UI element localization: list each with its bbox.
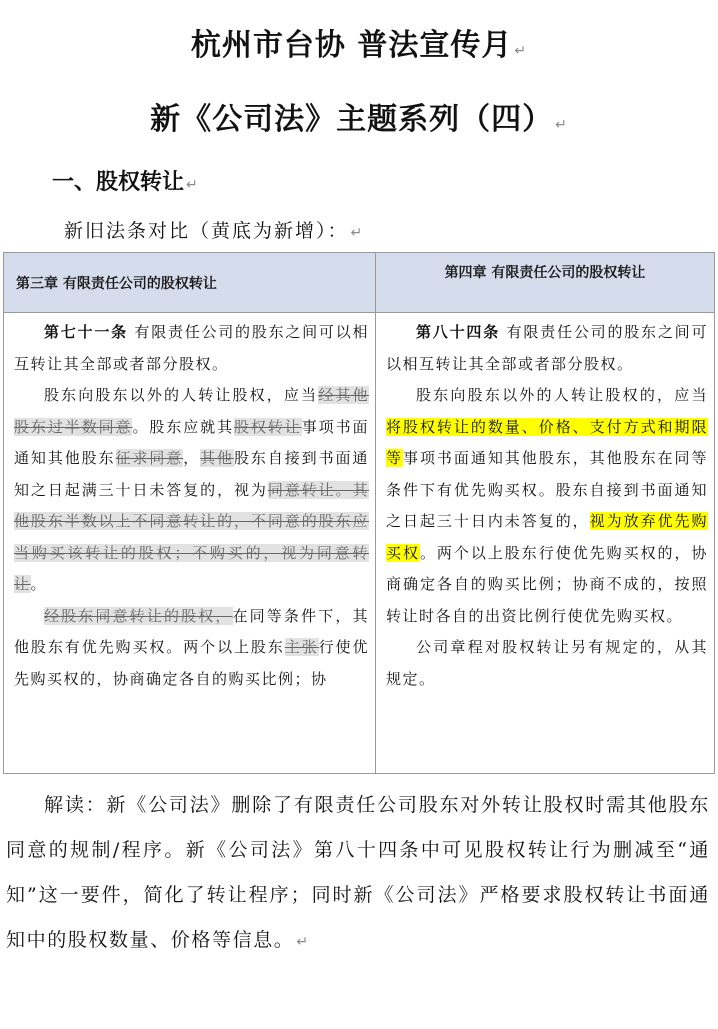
interpretation-paragraph — [6, 783, 710, 965]
old-law-paragraph-1 — [14, 317, 369, 380]
new-p2-text-b: 事项书面通知其他股东，其他股东在同等条件下有优先购买权。股东自接到书面通知之日起三十日内未答复的， — [386, 449, 708, 530]
old-p2-text-c: 事项书面通知其他股东 — [14, 417, 369, 467]
paragraph-mark: ↵ — [514, 43, 528, 59]
old-p1-text: 有限责任公司的股东之间可以相互转让其全部或者部分股权。 — [14, 323, 369, 373]
deleted-text: 征求同意 — [115, 449, 184, 467]
title-line2-text: 新《公司法》主题系列（四） — [150, 102, 554, 137]
new-law-body — [376, 313, 714, 695]
new-p2-text-c: 。两个以上股东行使优先购买权的，协商确定各自的购买比例；协商不成的，按照转让时各自的出资比例行使优先购买权。 — [386, 543, 708, 625]
new-law-header — [376, 253, 714, 313]
paragraph-mark: ↵ — [555, 117, 568, 133]
old-law-header — [4, 253, 375, 313]
old-p3-text-b: 行使优先购买权的，协商确定各自的购买比例；协 — [14, 638, 369, 688]
old-law-column — [4, 253, 376, 773]
interpretation-text: 解读：新《公司法》删除了有限责任公司股东对外转让股权时需其他股东同意的规制/程序。新《公司法》第八十四条中可见股权转让行为删减至“通知”这一要件，简化了转让程序；同时新《公司法》严格要求股权转让书面通知中的股权数量、价格等信息。 — [6, 794, 710, 951]
old-law-paragraph-3 — [14, 601, 369, 696]
document-title-line2 — [0, 94, 718, 138]
new-law-column — [376, 253, 714, 773]
deleted-text: 经股东同意转让的股权， — [44, 606, 233, 625]
section-heading — [52, 165, 198, 196]
title-line1-text: 杭州市台协 普法宣传月 — [190, 28, 513, 63]
old-p2-text-d: ， — [183, 449, 201, 467]
document-title-line1 — [0, 20, 718, 64]
deleted-text: 同意转让。其他股东半数以上不同意转让的，不同意的股东应当购买该转让的股权；不购买的，视为同意转让 — [14, 480, 369, 593]
paragraph-mark: ↵ — [350, 225, 365, 241]
comparison-label — [64, 216, 364, 243]
old-law-paragraph-2 — [14, 380, 369, 601]
new-p1-text: 有限责任公司的股东之间可以相互转让其全部或者部分股权。 — [386, 323, 708, 373]
deleted-text: 经其他股东过半数同意 — [14, 386, 369, 436]
deleted-text: 股权转让 — [234, 417, 302, 436]
old-law-header-text: 第三章 有限责任公司的股权转让 — [16, 275, 217, 292]
new-p2-text-a: 股东向股东以外的人转让股权的，应当 — [416, 386, 708, 404]
old-law-body — [4, 313, 375, 695]
old-p2-text-f: 。 — [30, 575, 48, 593]
paragraph-mark: ↵ — [296, 934, 310, 950]
new-law-header-text: 第四章 有限责任公司的股权转让 — [444, 265, 646, 281]
old-p2-text-e: 股东自接到书面通知之日起满三十日未答复的，视为 — [14, 449, 369, 499]
section-heading-text: 一、股权转让 — [52, 170, 185, 195]
old-p2-text-a: 股东向股东以外的人转让股权，应当 — [44, 386, 319, 404]
new-p3-text: 公司章程对股权转让另有规定的，从其规定。 — [386, 638, 708, 688]
new-law-paragraph-3 — [386, 632, 708, 695]
comparison-label-text: 新旧法条对比（黄底为新增）： — [64, 220, 349, 242]
old-article-number: 第七十一条 — [44, 323, 128, 341]
paragraph-mark: ↵ — [186, 177, 198, 193]
old-p3-text-a: 在同等条件下，其他股东有优先购买权。两个以上股东 — [14, 606, 369, 656]
comparison-table — [3, 252, 715, 774]
highlighted-new-text: 视为放弃优先购买权 — [386, 512, 708, 562]
deleted-text: 主张 — [284, 638, 319, 656]
old-p2-text-b: 。股东应就其 — [132, 417, 235, 436]
highlighted-new-text: 将股权转让的数量、价格、支付方式和期限等 — [386, 417, 708, 467]
new-law-paragraph-1 — [386, 317, 708, 380]
deleted-text: 其他 — [200, 449, 234, 467]
new-law-paragraph-2 — [386, 380, 708, 632]
new-article-number: 第八十四条 — [416, 323, 501, 341]
